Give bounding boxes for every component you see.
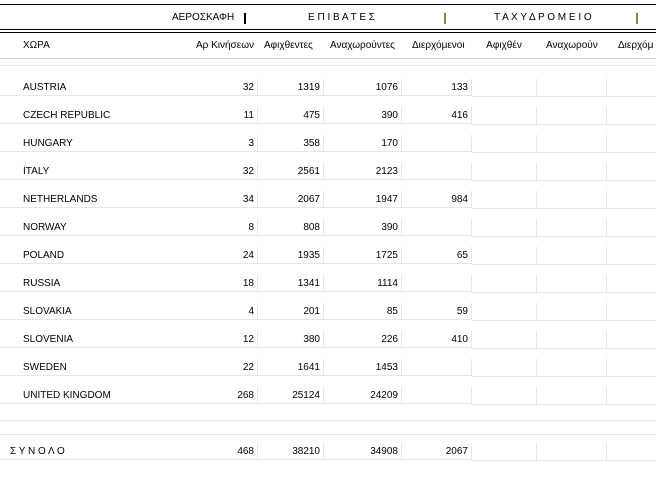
table-row <box>0 303 656 321</box>
total-label: Σ Υ Ν Ο Λ Ο <box>0 443 180 460</box>
table-row <box>0 219 656 237</box>
mail-arrived-cell <box>472 163 537 181</box>
mail-transit-cell <box>606 275 656 293</box>
total-arrived: 38210 <box>258 443 324 460</box>
movements-cell: 24 <box>180 247 258 264</box>
mail-arrived-cell <box>472 247 537 265</box>
mail-transit-cell <box>606 79 656 97</box>
group-passengers: Ε Π Ι Β Α Τ Ε Σ <box>308 12 375 23</box>
table-row <box>0 387 656 405</box>
departed-cell: 1453 <box>324 359 402 376</box>
column-header-rule <box>0 32 656 33</box>
departed-cell: 170 <box>324 135 402 152</box>
departed-cell: 226 <box>324 331 402 348</box>
arrived-cell: 1935 <box>258 247 324 264</box>
mail-arrived-cell <box>472 359 537 377</box>
spacer-rule <box>0 65 656 66</box>
country-cell: ITALY <box>0 163 180 180</box>
total-row <box>0 443 656 461</box>
column-header-departed: Αναχωρούντες <box>330 40 396 51</box>
mail-arrived-cell <box>472 387 537 405</box>
country-cell: SLOVENIA <box>0 331 180 348</box>
departed-cell: 1114 <box>324 275 402 292</box>
movements-cell: 18 <box>180 275 258 292</box>
mail-transit-cell <box>606 359 656 377</box>
country-cell: POLAND <box>0 247 180 264</box>
mail-transit-cell <box>606 387 656 405</box>
movements-cell: 22 <box>180 359 258 376</box>
country-cell: RUSSIA <box>0 275 180 292</box>
total-mail-departed <box>536 443 607 461</box>
column-header-mail-departed: Αναχωρούν <box>546 40 598 51</box>
mail-arrived-cell <box>472 303 537 321</box>
transit-cell <box>402 135 472 152</box>
table-row <box>0 275 656 293</box>
movements-cell: 4 <box>180 303 258 320</box>
country-cell: HUNGARY <box>0 135 180 152</box>
mail-transit-cell <box>606 331 656 349</box>
spacer-rule <box>0 420 656 421</box>
group-separator <box>636 13 638 24</box>
country-cell: SWEDEN <box>0 359 180 376</box>
mail-transit-cell <box>606 135 656 153</box>
spacer-rule <box>0 434 656 435</box>
mail-arrived-cell <box>472 135 537 153</box>
movements-cell: 268 <box>180 387 258 404</box>
movements-cell: 32 <box>180 79 258 96</box>
mail-arrived-cell <box>472 79 537 97</box>
arrived-cell: 358 <box>258 135 324 152</box>
departed-cell: 85 <box>324 303 402 320</box>
group-aircraft: ΑΕΡΟΣΚΑΦΗ <box>172 12 235 23</box>
transit-cell: 410 <box>402 331 472 348</box>
arrived-cell: 1341 <box>258 275 324 292</box>
transit-cell <box>402 359 472 376</box>
arrived-cell: 1641 <box>258 359 324 376</box>
movements-cell: 11 <box>180 107 258 124</box>
departed-cell: 1725 <box>324 247 402 264</box>
transit-cell <box>402 163 472 180</box>
mail-transit-cell <box>606 107 656 125</box>
departed-cell: 1947 <box>324 191 402 208</box>
mail-transit-cell <box>606 163 656 181</box>
column-header-country: ΧΩΡΑ <box>23 40 50 51</box>
group-separator <box>244 13 246 24</box>
movements-cell: 8 <box>180 219 258 236</box>
transit-cell: 59 <box>402 303 472 320</box>
mail-arrived-cell <box>472 107 537 125</box>
table-row <box>0 191 656 209</box>
mail-departed-cell <box>536 79 607 97</box>
total-movements: 468 <box>180 443 258 460</box>
mail-departed-cell <box>536 107 607 125</box>
mail-arrived-cell <box>472 191 537 209</box>
table-row <box>0 107 656 125</box>
country-cell: UNITED KINGDOM <box>0 387 180 404</box>
group-header-rule <box>0 29 656 30</box>
arrived-cell: 808 <box>258 219 324 236</box>
mail-departed-cell <box>536 303 607 321</box>
arrived-cell: 2561 <box>258 163 324 180</box>
mail-arrived-cell <box>472 275 537 293</box>
movements-cell: 12 <box>180 331 258 348</box>
transit-cell <box>402 275 472 292</box>
total-mail-arrived <box>472 443 537 461</box>
column-header-arrived: Αφιχθεντες <box>264 40 313 51</box>
mail-transit-cell <box>606 191 656 209</box>
total-departed: 34908 <box>324 443 402 460</box>
arrived-cell: 475 <box>258 107 324 124</box>
mail-departed-cell <box>536 219 607 237</box>
departed-cell: 24209 <box>324 387 402 404</box>
country-cell: CZECH REPUBLIC <box>0 107 180 124</box>
mail-arrived-cell <box>472 331 537 349</box>
transit-cell: 416 <box>402 107 472 124</box>
country-cell: SLOVAKIA <box>0 303 180 320</box>
country-cell: NORWAY <box>0 219 180 236</box>
arrived-cell: 201 <box>258 303 324 320</box>
table-row <box>0 331 656 349</box>
mail-transit-cell <box>606 219 656 237</box>
table-row <box>0 163 656 181</box>
top-rule <box>0 4 656 5</box>
column-header-movements: Αρ Κινήσεων <box>195 40 254 51</box>
table-row <box>0 247 656 265</box>
transit-cell: 65 <box>402 247 472 264</box>
mail-departed-cell <box>536 331 607 349</box>
departed-cell: 2123 <box>324 163 402 180</box>
mail-departed-cell <box>536 247 607 265</box>
column-header-mail-transit: Διερχόμ <box>618 40 654 51</box>
group-mail: Τ Α Χ Υ Δ Ρ Ο Μ Ε Ι Ο <box>494 12 592 23</box>
mail-transit-cell <box>606 247 656 265</box>
transit-cell <box>402 219 472 236</box>
mail-departed-cell <box>536 275 607 293</box>
header-bottom-rule <box>0 58 656 59</box>
mail-departed-cell <box>536 191 607 209</box>
movements-cell: 34 <box>180 191 258 208</box>
mail-departed-cell <box>536 163 607 181</box>
mail-departed-cell <box>536 387 607 405</box>
column-header-transit: Διερχόμενοι <box>412 40 465 51</box>
country-cell: AUSTRIA <box>0 79 180 96</box>
table-row <box>0 79 656 97</box>
table-row <box>0 135 656 153</box>
group-separator <box>444 13 446 24</box>
table-row <box>0 359 656 377</box>
departed-cell: 1076 <box>324 79 402 96</box>
transit-cell: 984 <box>402 191 472 208</box>
mail-arrived-cell <box>472 219 537 237</box>
arrived-cell: 380 <box>258 331 324 348</box>
column-header-mail-arrived: Αφιχθέν <box>486 40 522 51</box>
departed-cell: 390 <box>324 107 402 124</box>
mail-departed-cell <box>536 135 607 153</box>
movements-cell: 3 <box>180 135 258 152</box>
movements-cell: 32 <box>180 163 258 180</box>
arrived-cell: 1319 <box>258 79 324 96</box>
transit-cell: 133 <box>402 79 472 96</box>
arrived-cell: 25124 <box>258 387 324 404</box>
arrived-cell: 2067 <box>258 191 324 208</box>
mail-transit-cell <box>606 303 656 321</box>
mail-departed-cell <box>536 359 607 377</box>
total-mail-transit <box>606 443 656 461</box>
transit-cell <box>402 387 472 404</box>
total-transit: 2067 <box>402 443 472 460</box>
departed-cell: 390 <box>324 219 402 236</box>
country-cell: NETHERLANDS <box>0 191 180 208</box>
